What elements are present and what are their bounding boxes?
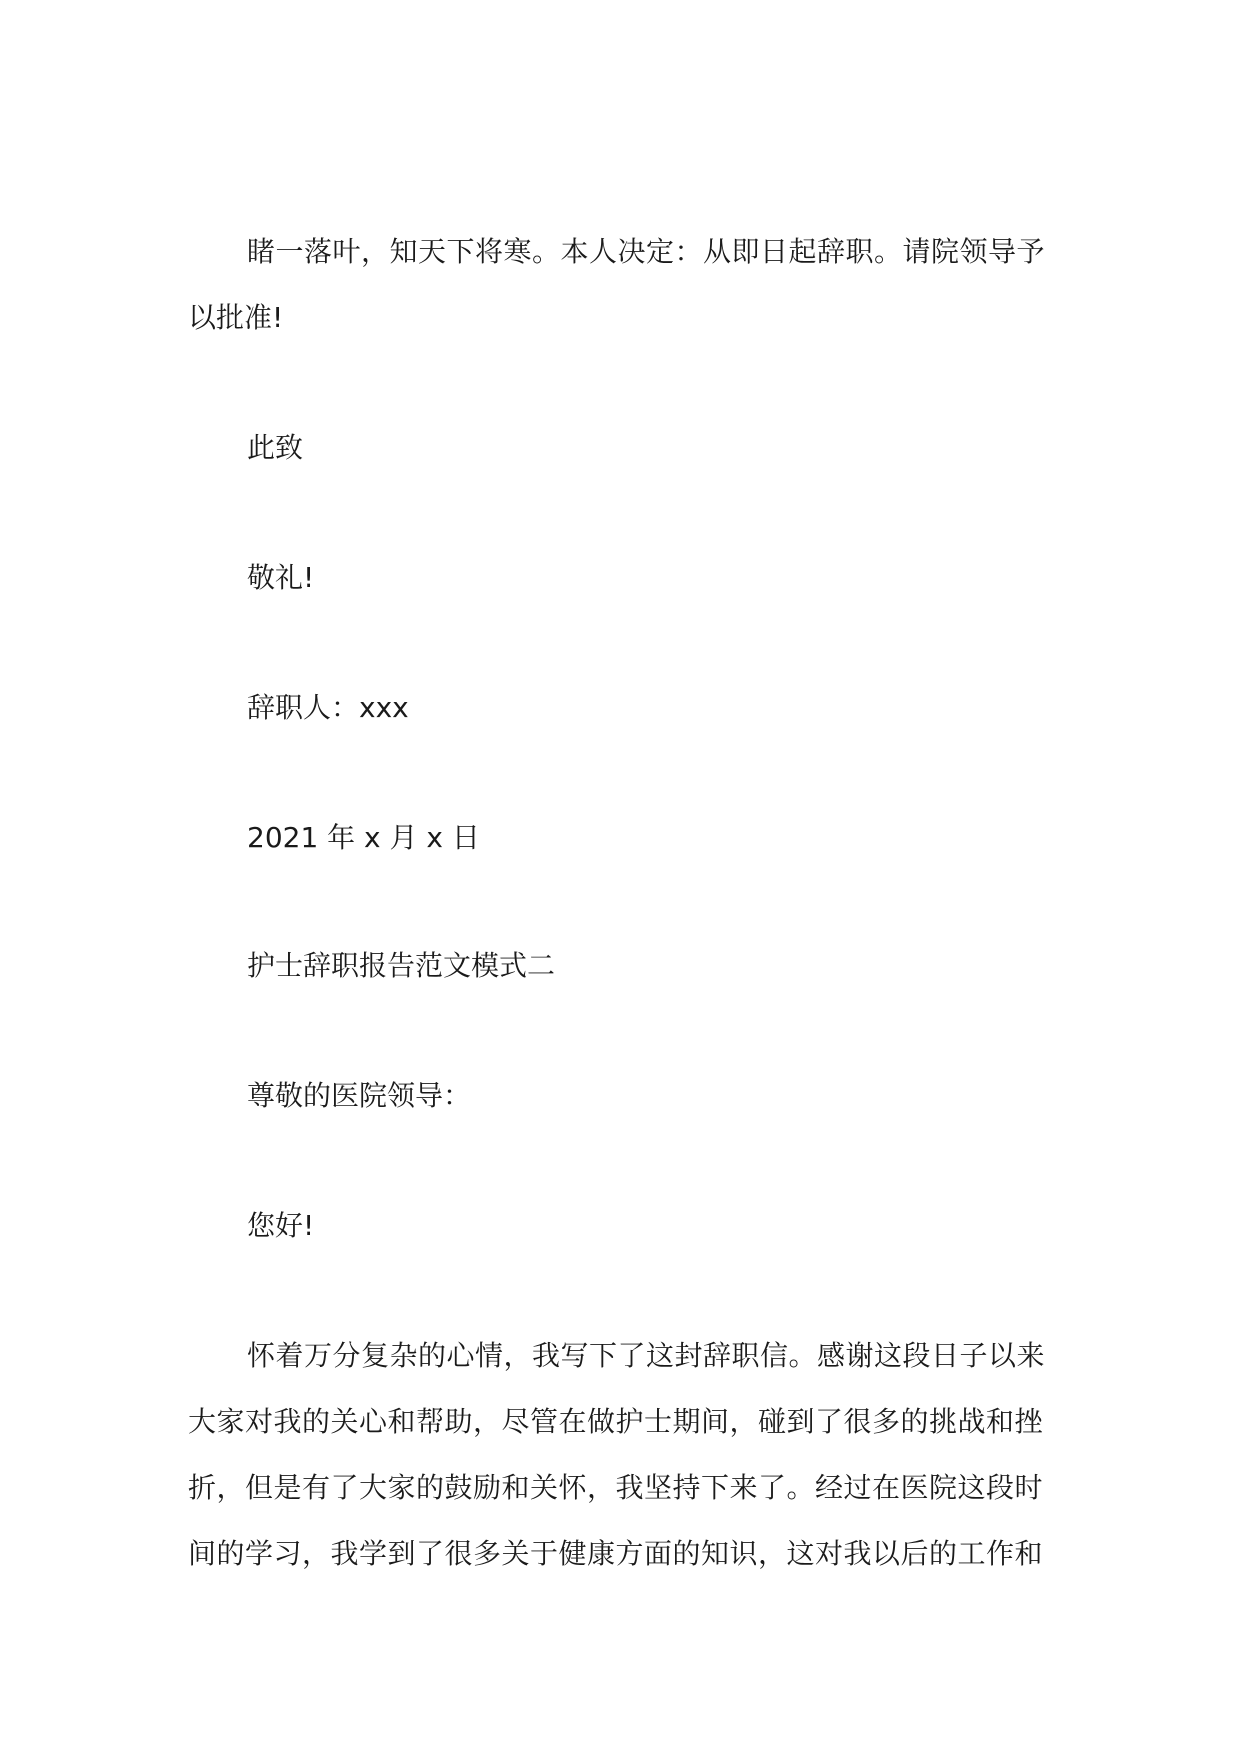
signature-line: 辞职人：xxx [247, 691, 409, 724]
body-paragraph-line-1: 怀着万分复杂的心情，我写下了这封辞职信。感谢这段日子以来 [247, 1339, 1046, 1372]
section-title: 护士辞职报告范文模式二 [247, 949, 556, 982]
letter-greeting: 尊敬的医院领导： [247, 1079, 472, 1112]
closing-respect: 敬礼! [247, 561, 315, 594]
body-paragraph-line-2: 大家对我的关心和帮助，尽管在做护士期间，碰到了很多的挑战和挫 [188, 1405, 1044, 1438]
letter-hello: 您好! [247, 1209, 315, 1242]
body-paragraph-line-3: 折，但是有了大家的鼓励和关怀，我坚持下来了。经过在医院这段时 [188, 1471, 1044, 1504]
paragraph-decision-line-2: 以批准! [188, 301, 284, 334]
body-paragraph-line-4: 间的学习，我学到了很多关于健康方面的知识，这对我以后的工作和 [188, 1537, 1044, 1570]
paragraph-decision-line-1: 睹一落叶，知天下将寒。本人决定：从即日起辞职。请院领导予 [247, 235, 1046, 268]
closing-salutation: 此致 [247, 431, 304, 464]
date-line: 2021 年 x 月 x 日 [247, 821, 480, 854]
